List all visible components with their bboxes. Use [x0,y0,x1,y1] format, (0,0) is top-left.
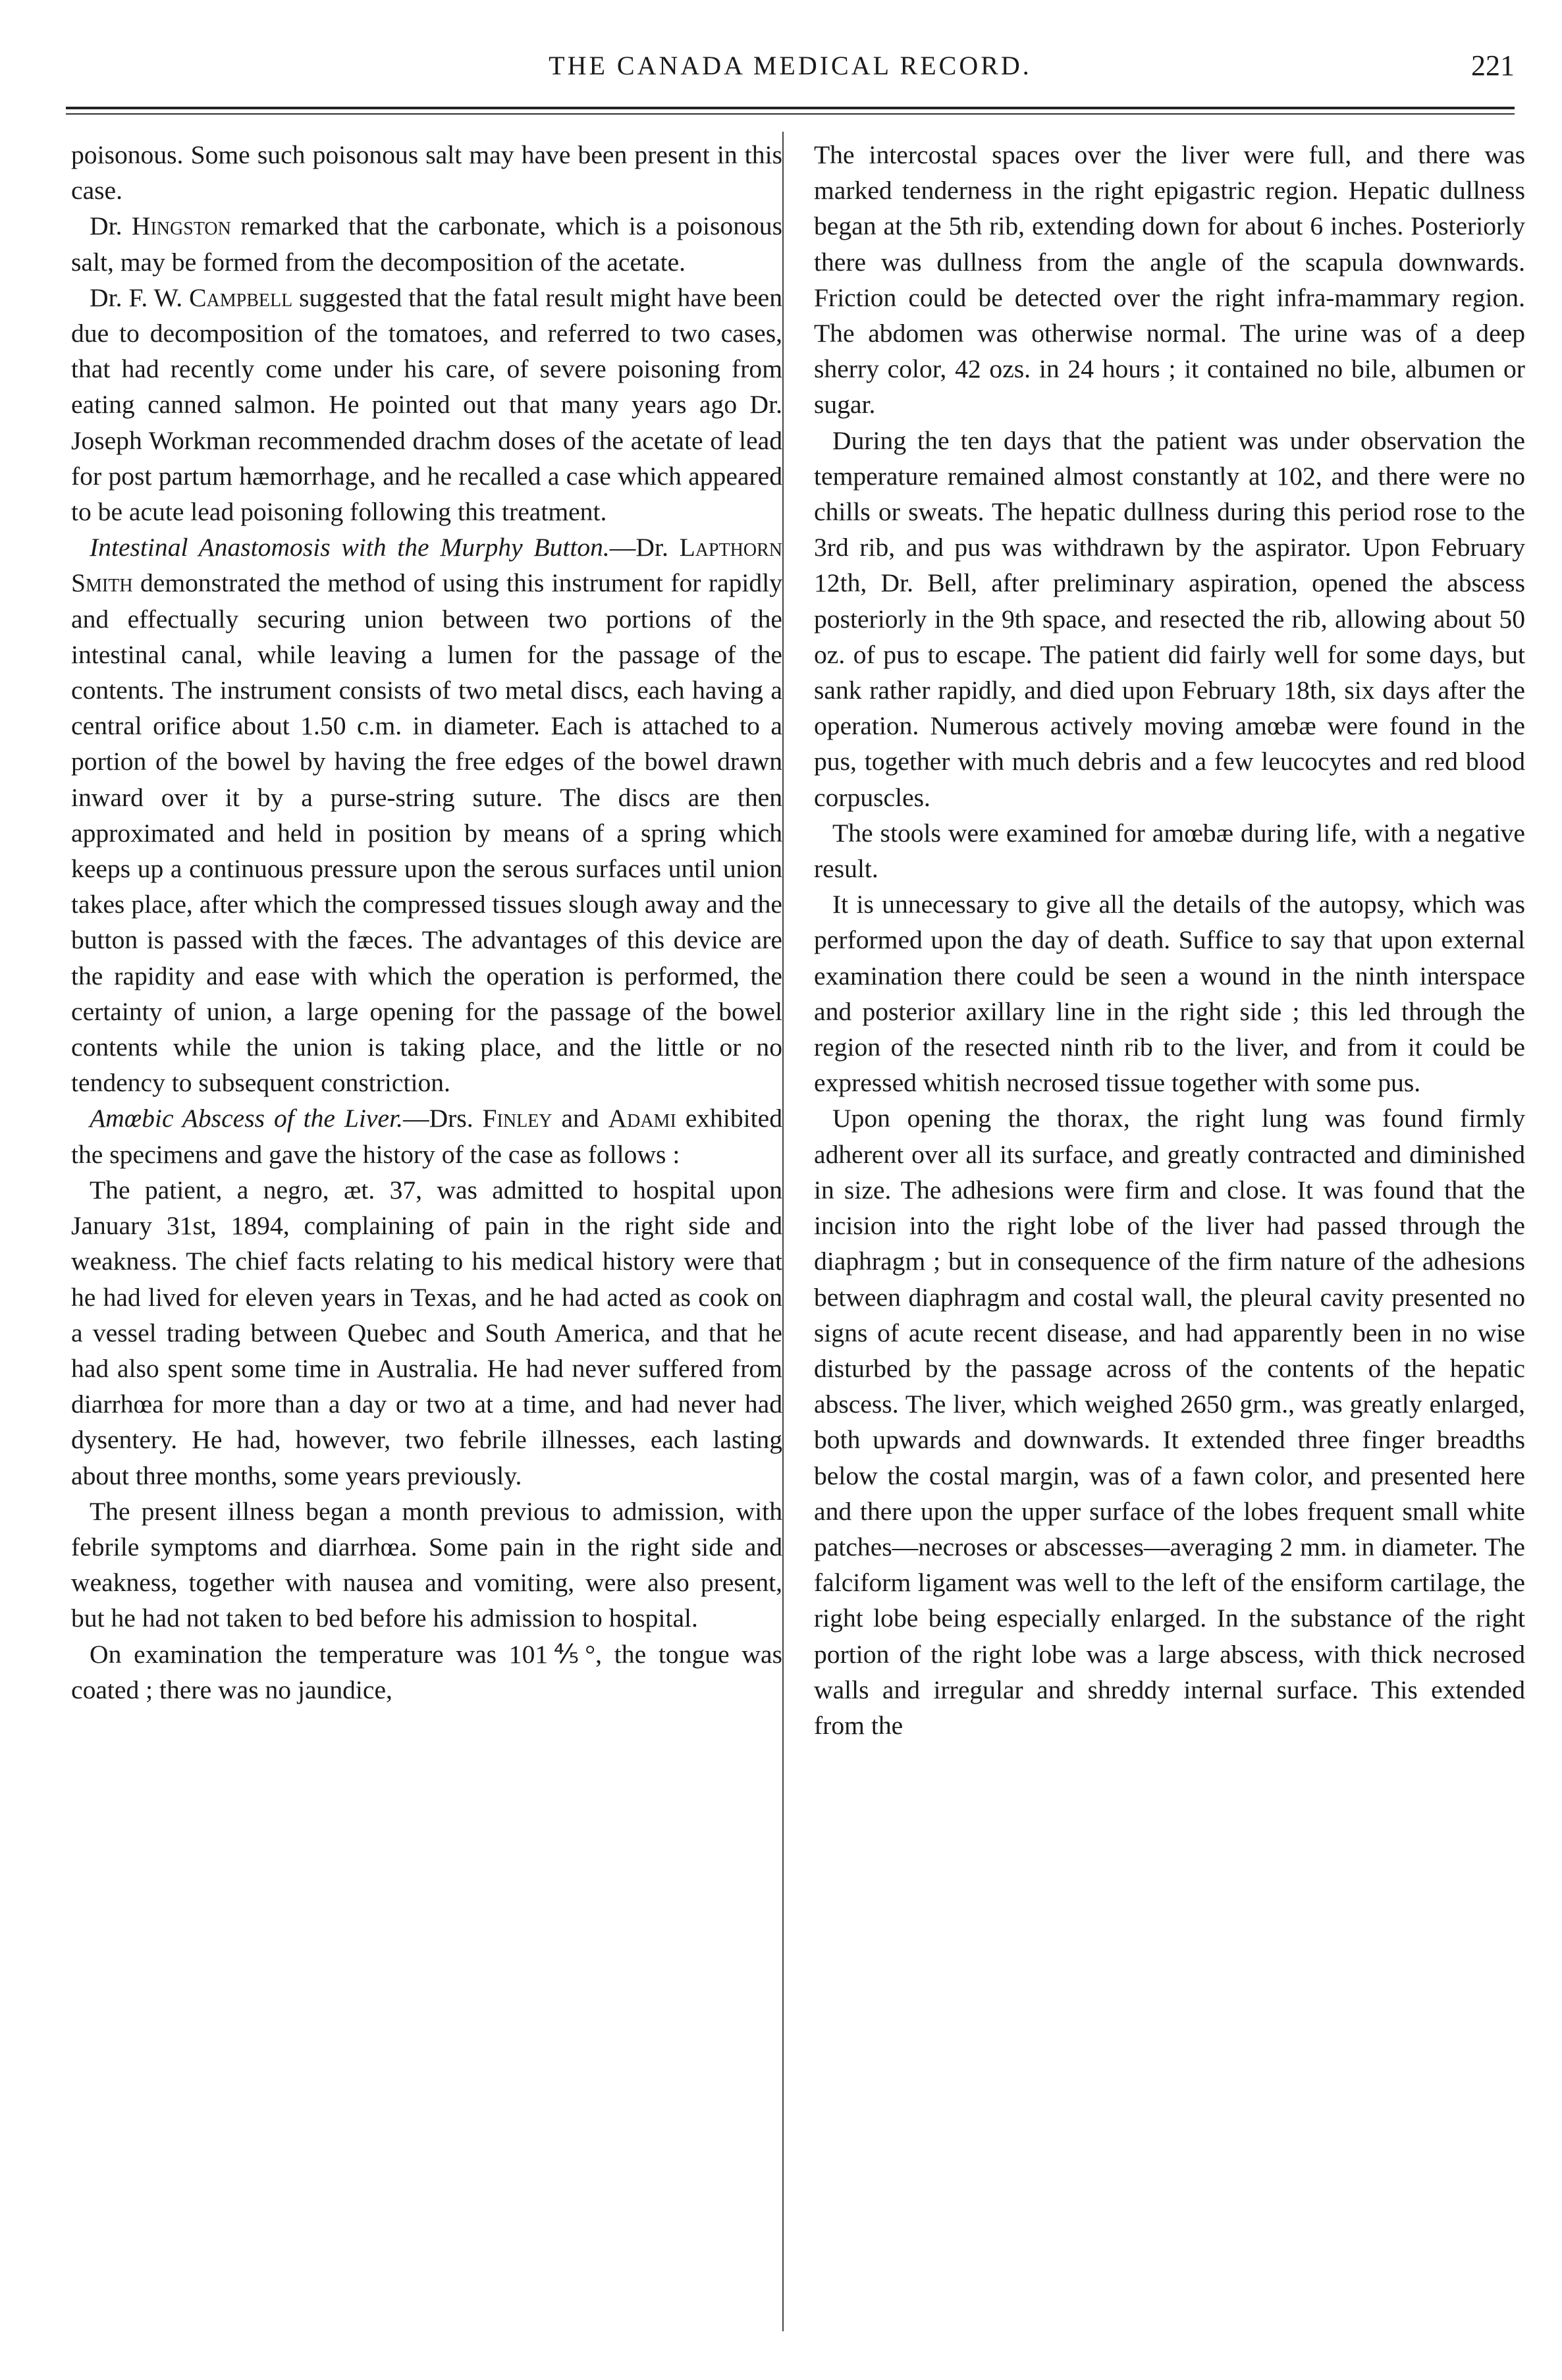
author-name: Finley [482,1104,552,1133]
page-number: 221 [1471,49,1515,82]
header-rule-thin [66,113,1515,115]
text-run: poisonous. Some such poisonous salt may have been present in this case. [71,140,782,205]
text-run: and [552,1104,608,1133]
author-name: Adami [608,1104,676,1133]
paragraph [814,137,1525,423]
paragraph [71,1172,782,1494]
right-column [814,137,1525,2337]
italic-heading: Amœbic Abscess of the Liver. [90,1104,403,1133]
left-column [71,137,782,2337]
text-run: The patient, a negro, æt. 37, was admitted to hospital upon January 31st, 1894, complaining of pain in the right side and weakness. The chief facts relating to his medical history were that he had lived for eleven years in Texas, and he had acted as cook on a vessel trading between Quebec and South America, and that he had also spent some time in Australia. He had never suffered from diarrhœa for more than a day or two at a time, and had never had dysentery. He had, however, two febrile illnesses, each lasting about three months, some years previously. [71,1175,782,1490]
text-run: demonstrated the method of using this instrument for rapidly and effectually securing union between two portions of the intestinal canal, while leaving a lumen for the passage of the contents. The instrument consists of two metal discs, each having a central orifice about 1.50 c.m. in diameter. Each is attached to a portion of the bowel by having the free edges of the bowel drawn inward over it by a purse-string suture. The discs are then approximated and held in position by means of a spring which keeps up a continuous pressure upon the serous surfaces until union takes place, after which the compressed tissues slough away and the button is passed with the fæces. The advantages of this device are the rapidity and ease with which the operation is performed, the certainty of union, a large opening for the passage of the bowel contents while the union is taking place, and the little or no tendency to subsequent constriction. [71,568,782,1098]
italic-heading: Intestinal Anastomosis with the Murphy Button. [90,533,610,562]
journal-title: THE CANADA MEDICAL RECORD. [549,51,1032,80]
paragraph [71,529,782,1100]
author-name: Campbell [189,283,293,312]
text-run: suggested that the fatal result might have been due to decomposition of the tomatoes, and referred to two cases, that had recently come under his care, of severe poisoning from eating canned salmon. He pointed out that many years ago Dr. Joseph Workman recommended drachm doses of the acetate of lead for post partum hæmorrhage, and he recalled a case which appeared to be acute lead poisoning following this treatment. [71,283,782,527]
text-run: During the ten days that the patient was under observation the temperature remained almost constantly at 102, and there were no chills or sweats. The hepatic dullness during this period rose to the 3rd rib, and pus was withdrawn by the aspirator. Upon February 12th, Dr. Bell, after preliminary aspiration, opened the abscess posteriorly in the 9th space, and resected the rib, allowing about 50 oz. of pus to escape. The patient did fairly well for some days, but sank rather rapidly, and died upon February 18th, six days after the operation. Numerous actively moving amœbæ were found in the pus, together with much debris and a few leucocytes and red blood corpuscles. [814,425,1525,812]
author-name: Hingston [131,211,231,241]
header-rule-thick [66,107,1515,109]
text-run: Dr. F. W. [90,283,190,312]
author-name: Lapthorn Smith [71,533,782,598]
text-run: Upon opening the thorax, the right lung was found firmly adherent over all its surface, and greatly contracted and diminished in size. The adhesions were firm and close. It was found that the incision into the right lobe of the liver had passed through the diaphragm ; but in consequence of the firm nature of the adhesions between diaphragm and costal wall, the pleural cavity presented no signs of acute recent disease, and had apparently been in no wise disturbed by the passage across of the contents of the hepatic abscess. The liver, which weighed 2650 grm., was greatly enlarged, both upwards and downwards. It extended three finger breadths below the costal margin, was of a fawn color, and presented here and there upon the upper surface of the lobes frequent small white patches—necroses or abscesses—averaging 2 mm. in diameter. The falciform ligament was well to the left of the ensiform cartilage, the right lobe being especially enlarged. In the substance of the right portion of the right lobe was a large abscess, with thick necrosed walls and irregular and shreddy internal surface. This extended from the [814,1104,1525,1740]
paragraph [71,1100,782,1172]
text-run: On examination the temperature was 101⅘°, the tongue was coated ; there was no jaundice, [71,1639,782,1704]
paragraph [71,208,782,279]
text-run: The present illness began a month previous to admission, with febrile symptoms and diarrhœa. Some pain in the right side and weakness, together with nausea and vomiting, were also present, but he had not taken to bed before his admission to hospital. [71,1496,782,1633]
text-run: The stools were examined for amœbæ during life, with a negative result. [814,818,1525,884]
text-run: remarked that the carbonate, which is a poisonous salt, may be formed from the decomposition of the acetate. [71,211,782,277]
paragraph [71,280,782,529]
running-header [66,46,1515,92]
text-run: It is unnecessary to give all the details of the autopsy, which was performed upon the day of death. Suffice to say that upon external examination there could be seen a wound in the ninth interspace and posterior axillary line in the right side ; this led through the region of the resected ninth rib to the liver, and from it could be expressed whitish necrosed tissue together with some pus. [814,890,1525,1098]
paragraph [71,1494,782,1636]
paragraph [814,815,1525,886]
paragraph [814,423,1525,815]
text-run: —Drs. [402,1104,483,1133]
paragraph [71,137,782,208]
text-run: —Dr. [609,533,680,562]
text-run: exhibited the specimens and gave the history of the case as follows : [71,1104,782,1169]
text-run: Dr. [90,211,132,241]
column-divider [782,132,784,2331]
text-run: The intercostal spaces over the liver were full, and there was marked tenderness in the right epigastric region. Hepatic dullness began at the 5th rib, extending down for about 6 inches. Posteriorly there was dullness from the angle of the scapula downwards. Friction could be detected over the right infra-mammary region. The abdomen was otherwise normal. The urine was of a deep sherry color, 42 ozs. in 24 hours ; it contained no bile, albumen or sugar. [814,140,1525,419]
paragraph [814,1100,1525,1743]
paragraph [71,1636,782,1708]
paragraph [814,886,1525,1100]
